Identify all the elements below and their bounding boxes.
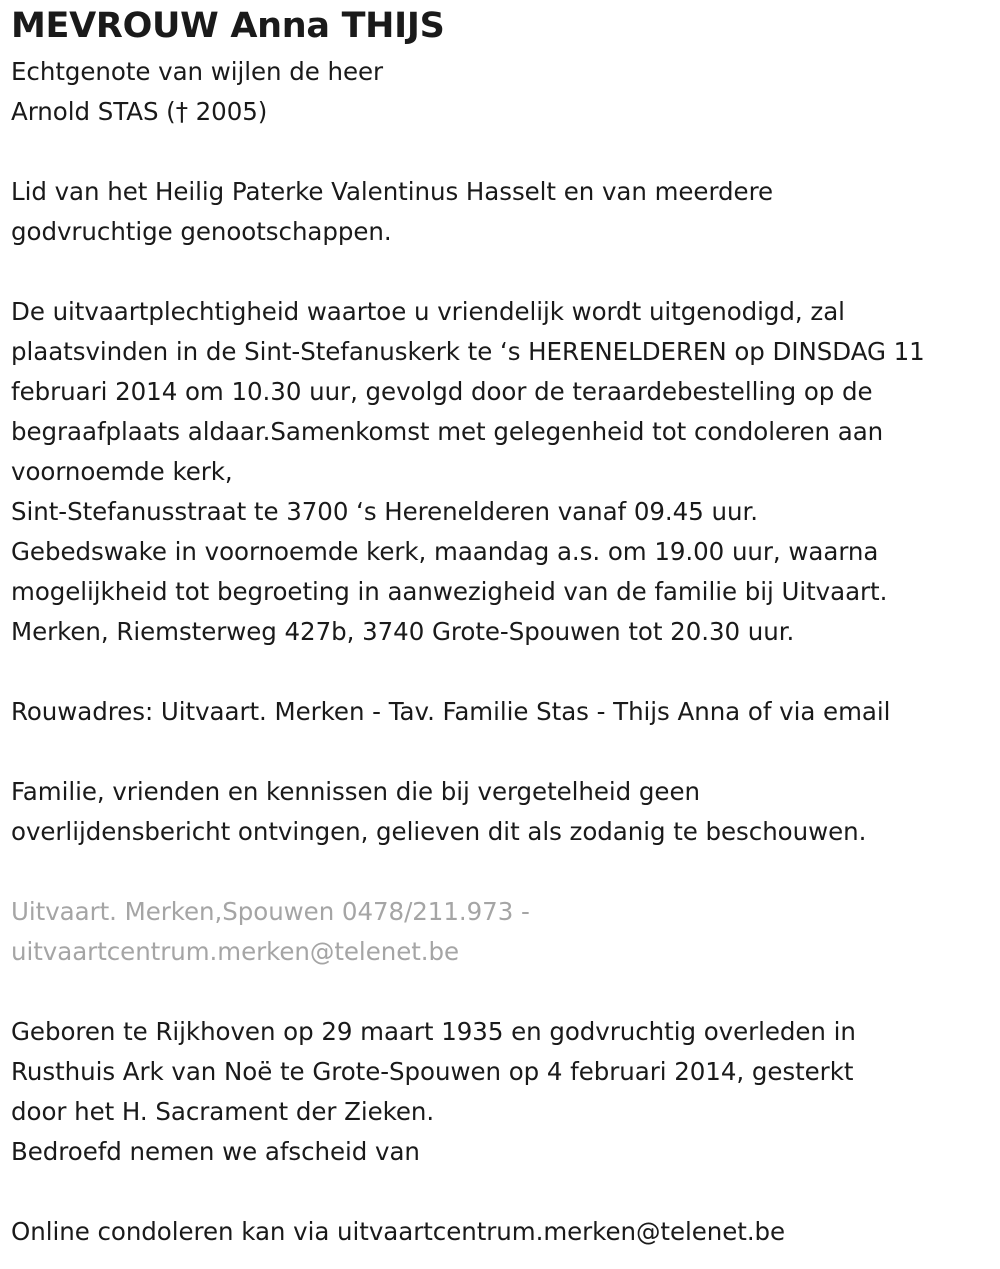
ceremony-line: plaatsvinden in de Sint-Stefanuskerk te ‘s HERENELDEREN op DINSDAG 11 xyxy=(11,337,925,366)
spouse-line-1: Echtgenote van wijlen de heer xyxy=(11,57,384,86)
birth-death-line: Geboren te Rijkhoven op 29 maart 1935 en godvruchtig overleden in xyxy=(11,1017,856,1046)
birth-death-line: Rusthuis Ark van Noë te Grote-Spouwen op 4 februari 2014, gesterkt xyxy=(11,1057,854,1086)
paragraph-spacer xyxy=(11,1172,996,1212)
online-condolence-line: Online condoleren kan via uitvaartcentrum.merken@telenet.be xyxy=(11,1217,786,1246)
deceased-name-title: MEVROUW Anna THIJS xyxy=(11,6,445,46)
paragraph-spacer xyxy=(11,972,996,1012)
mourning-address-section xyxy=(11,692,996,732)
birth-death-line: door het H. Sacrament der Zieken. xyxy=(11,1097,435,1126)
birth-death-line: Bedroefd nemen we afscheid van xyxy=(11,1137,420,1166)
online-condolence-section xyxy=(11,1212,996,1252)
birth-death-section xyxy=(11,1012,996,1172)
spouse-section xyxy=(11,52,996,132)
notice-line-2: overlijdensbericht ontvingen, gelieven dit als zodanig te beschouwen. xyxy=(11,817,867,846)
ceremony-line: mogelijkheid tot begroeting in aanwezigheid van de familie bij Uitvaart. xyxy=(11,577,888,606)
ceremony-line: februari 2014 om 10.30 uur, gevolgd door de teraardebestelling op de xyxy=(11,377,873,406)
paragraph-spacer xyxy=(11,652,996,692)
paragraph-spacer xyxy=(11,732,996,772)
spouse-line-2: Arnold STAS († 2005) xyxy=(11,97,268,126)
ceremony-section xyxy=(11,292,996,652)
ceremony-line: De uitvaartplechtigheid waartoe u vriendelijk wordt uitgenodigd, zal xyxy=(11,297,845,326)
funeral-home-email: uitvaartcentrum.merken@telenet.be xyxy=(11,937,460,966)
paragraph-spacer xyxy=(11,132,996,172)
funeral-home-line-1: Uitvaart. Merken,Spouwen 0478/211.973 - xyxy=(11,897,530,926)
obituary-document xyxy=(11,0,996,1252)
membership-line-2: godvruchtige genootschappen. xyxy=(11,217,392,246)
membership-section xyxy=(11,172,996,252)
notice-line-1: Familie, vrienden en kennissen die bij vergetelheid geen xyxy=(11,777,700,806)
ceremony-line: Sint-Stefanusstraat te 3700 ‘s Herenelderen vanaf 09.45 uur. xyxy=(11,497,758,526)
membership-line-1: Lid van het Heilig Paterke Valentinus Hasselt en van meerdere xyxy=(11,177,774,206)
funeral-home-section xyxy=(11,892,996,972)
ceremony-line: Merken, Riemsterweg 427b, 3740 Grote-Spouwen tot 20.30 uur. xyxy=(11,617,795,646)
ceremony-line: Gebedswake in voornoemde kerk, maandag a.s. om 19.00 uur, waarna xyxy=(11,537,879,566)
ceremony-line: begraafplaats aldaar.Samenkomst met gelegenheid tot condoleren aan xyxy=(11,417,884,446)
paragraph-spacer xyxy=(11,252,996,292)
paragraph-spacer xyxy=(11,852,996,892)
mourning-address-line: Rouwadres: Uitvaart. Merken - Tav. Familie Stas - Thijs Anna of via email xyxy=(11,697,891,726)
notice-section xyxy=(11,772,996,852)
ceremony-line: voornoemde kerk, xyxy=(11,457,233,486)
